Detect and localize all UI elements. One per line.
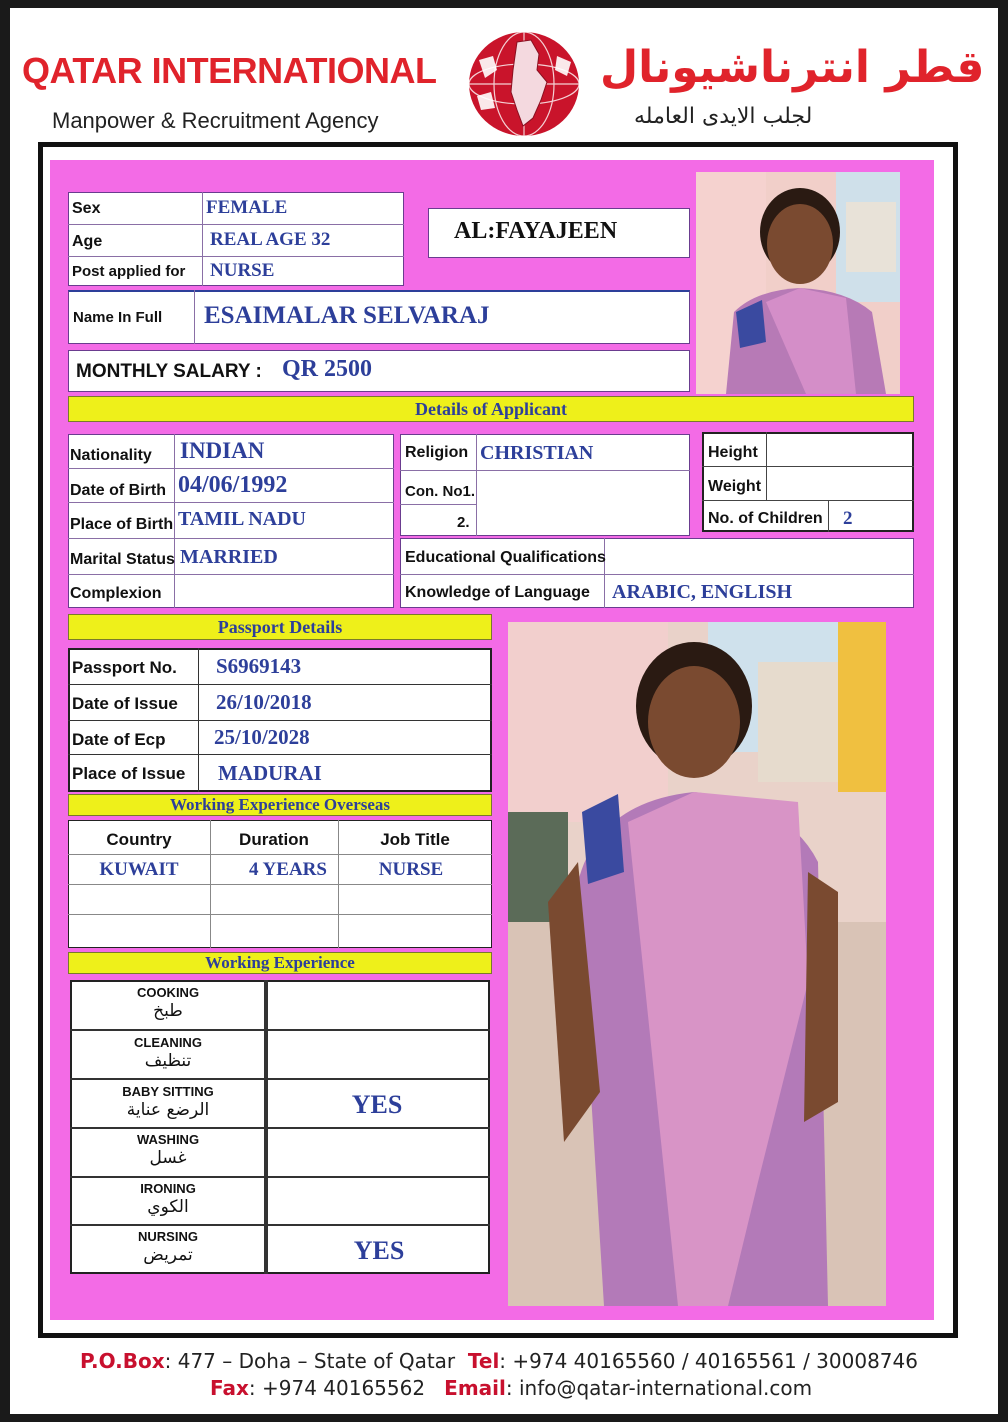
post-label: Post applied for xyxy=(72,263,186,280)
passport-issue-label: Date of Issue xyxy=(72,694,178,713)
experience-section-title: Working Experience xyxy=(68,952,492,974)
details-section-title: Details of Applicant xyxy=(68,396,914,422)
skill-baby-sitting: BABY SITTING الرضع عناية xyxy=(122,1084,214,1120)
passport-section-title: Passport Details xyxy=(68,614,492,640)
passport-no-value: S6969143 xyxy=(216,654,302,678)
pobox-value: : 477 – Doha – State of Qatar xyxy=(164,1349,456,1373)
globe-map-icon xyxy=(467,30,581,138)
overseas-country: KUWAIT xyxy=(99,859,179,880)
overseas-job-title: NURSE xyxy=(378,859,444,880)
full-name: ESAIMALAR SELVARAJ xyxy=(204,302,490,329)
dob-value: 04/06/1992 xyxy=(178,472,288,498)
nationality-label: Nationality xyxy=(70,447,152,464)
name-label: Name In Full xyxy=(73,309,163,326)
tel-value: : +974 40165560 / 40165561 / 30008746 xyxy=(499,1349,918,1373)
overseas-header-job-title: Job Title xyxy=(380,830,450,849)
brand-name-arabic: قطر انترناشيونال xyxy=(600,42,985,93)
skill-cooking: COOKING طبخ xyxy=(136,985,200,1021)
salary-label: MONTHLY SALARY : xyxy=(76,361,262,382)
weight-label: Weight xyxy=(708,478,762,495)
email-label: Email xyxy=(444,1376,506,1400)
skill-washing: WASHING غسل xyxy=(136,1132,200,1168)
religion-label: Religion xyxy=(405,444,469,461)
skill-baby-sitting-value: YES xyxy=(351,1090,403,1119)
overseas-header-country: Country xyxy=(106,830,172,849)
pob-value: TAMIL NADU xyxy=(178,508,306,530)
skill-cleaning: CLEANING تنظيف xyxy=(134,1035,202,1071)
salary-value: QR 2500 xyxy=(282,356,372,382)
applicant-portrait-photo xyxy=(696,172,900,394)
footer-address-line xyxy=(80,1349,918,1373)
marital-label: Marital Status xyxy=(70,551,175,568)
contact1-label: Con. No1. xyxy=(405,483,475,500)
fax-label: Fax xyxy=(210,1376,249,1400)
skill-ironing: IRONING الكوي xyxy=(140,1181,196,1217)
post-value: NURSE xyxy=(210,260,275,281)
passport-issue-value: 26/10/2018 xyxy=(216,690,312,714)
footer-contact-line xyxy=(210,1376,812,1400)
brand-tagline: Manpower & Recruitment Agency xyxy=(52,108,379,133)
complexion-label: Complexion xyxy=(70,585,162,602)
passport-expiry-label: Date of Ecp xyxy=(72,730,166,749)
overseas-duration: 4 YEARS xyxy=(249,859,327,880)
passport-place-label: Place of Issue xyxy=(72,764,186,783)
overseas-section-title: Working Experience Overseas xyxy=(68,794,492,816)
language-label: Knowledge of Language xyxy=(405,584,590,601)
sex-value: FEMALE xyxy=(206,197,288,218)
dob-label: Date of Birth xyxy=(70,482,166,499)
education-label: Educational Qualifications xyxy=(405,549,606,566)
passport-no-label: Passport No. xyxy=(72,658,177,677)
children-label: No. of Children xyxy=(708,510,823,527)
passport-expiry-value: 25/10/2028 xyxy=(214,725,310,749)
applicant-full-length-photo xyxy=(508,622,886,1306)
overseas-header-duration: Duration xyxy=(239,830,309,849)
email-value[interactable]: : info@qatar-international.com xyxy=(505,1376,813,1400)
marital-value: MARRIED xyxy=(180,546,278,568)
tel-label: Tel xyxy=(467,1349,500,1373)
contact2-label: 2. xyxy=(457,514,470,531)
children-value: 2 xyxy=(843,508,853,529)
age-label: Age xyxy=(72,233,103,250)
pobox-label: P.O.Box xyxy=(80,1349,165,1373)
skill-nursing: NURSING تمريض xyxy=(138,1229,198,1265)
age-value: REAL AGE 32 xyxy=(210,229,331,250)
height-label: Height xyxy=(708,444,758,461)
brand-tagline-arabic: لجلب الايدى العامله xyxy=(634,104,813,129)
office-code: AL:FAYAJEEN xyxy=(454,218,618,244)
pob-label: Place of Birth xyxy=(70,516,174,533)
fax-value: : +974 40165562 xyxy=(248,1376,426,1400)
passport-place-value: MADURAI xyxy=(218,761,322,785)
religion-value: CHRISTIAN xyxy=(480,442,594,464)
brand-name: QATAR INTERNATIONAL xyxy=(22,50,437,91)
nationality-value: INDIAN xyxy=(180,438,265,463)
language-value: ARABIC, ENGLISH xyxy=(612,581,793,603)
skill-nursing-value: YES xyxy=(353,1236,405,1265)
sex-label: Sex xyxy=(72,200,101,217)
